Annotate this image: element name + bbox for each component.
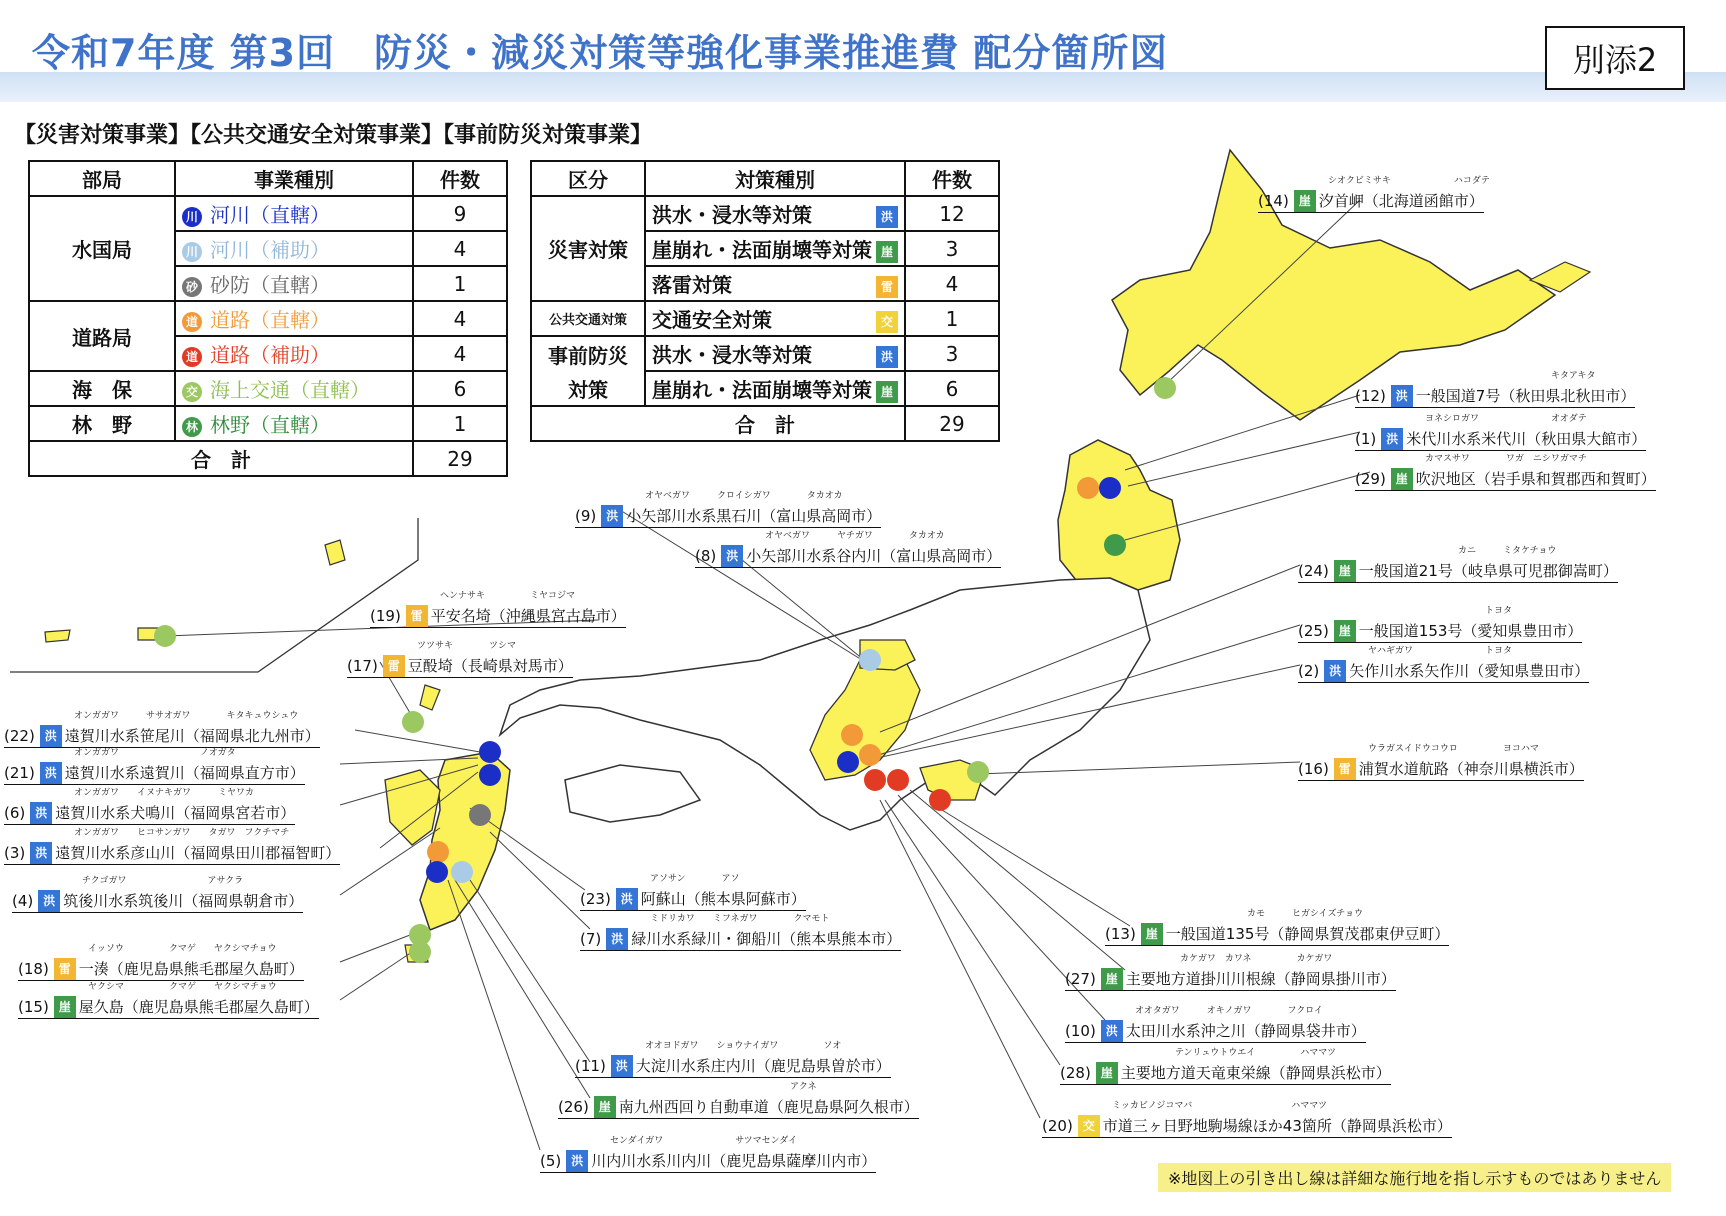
site-name: 一般国道21号（岐阜県可児郡御嵩町）: [1358, 561, 1618, 580]
site-name: 吹沢地区（岩手県和賀郡西和賀町）: [1415, 469, 1656, 488]
site-name: 筑後川水系筑後川（福岡県朝倉市）: [63, 891, 304, 910]
marker-road-shizuoka-1: [864, 769, 886, 791]
site-reading: ヘンナサキ ミヤコジマ: [440, 591, 576, 601]
count-cell: 1: [413, 266, 507, 301]
marker-river-akita: [1099, 477, 1121, 499]
bureau-cell: 道路局: [29, 301, 175, 371]
marker-forest-iwate: [1104, 534, 1126, 556]
site-label: [580, 914, 902, 950]
site-reading: カモ ヒガシイズチョウ: [1175, 909, 1364, 919]
site-name: 豆酘埼（長崎県対馬市）: [407, 656, 573, 675]
type-label: 河川（直轄）: [210, 203, 330, 227]
tsushima-shape: [420, 685, 440, 710]
site-label: [695, 531, 1002, 567]
site-number: (4): [12, 891, 34, 910]
marker-traffic-yakushima-2: [409, 941, 431, 963]
site-reading: ツツサキ ツシマ: [417, 641, 517, 651]
category-badge-icon: 崖: [1101, 968, 1123, 990]
marker-river-fukuoka-1: [479, 741, 501, 763]
count-cell: 12: [905, 196, 999, 231]
category-badge-icon: 洪: [606, 928, 628, 950]
type-label: 道路（直轄）: [210, 308, 330, 332]
count-cell: 1: [905, 301, 999, 336]
table-header: 対策種別: [645, 161, 905, 196]
marker-sabo-aso: [469, 804, 491, 826]
category-badge-icon: 崖: [54, 996, 76, 1018]
site-reading: オンガガワ ノオガタ: [74, 748, 236, 758]
category-badge-icon: 洪: [601, 505, 623, 527]
site-reading: カニ ミタケチョウ: [1368, 546, 1557, 556]
site-name: 遠賀川水系笹尾川（福岡県北九州市）: [64, 726, 320, 745]
count-cell: 1: [413, 406, 507, 441]
site-number: (25): [1298, 621, 1329, 640]
site-reading: オオタガワ オキノガワ フクロイ: [1135, 1006, 1323, 1016]
site-number: (22): [4, 726, 35, 745]
site-label: [4, 828, 341, 864]
site-number: (18): [18, 959, 49, 978]
site-name: 緑川水系緑川・御船川（熊本県熊本市）: [631, 929, 902, 948]
site-number: (28): [1060, 1063, 1091, 1082]
category-badge-icon: 洪: [40, 725, 62, 747]
marker-road-aichi: [859, 744, 881, 766]
site-name: 一般国道135号（静岡県賀茂郡東伊豆町）: [1165, 924, 1450, 943]
site-label: [4, 748, 305, 784]
site-name: 平安名埼（沖縄県宮古島市）: [430, 606, 626, 625]
type-icon: 川: [182, 207, 202, 227]
marker-road-gifu: [841, 724, 863, 746]
site-number: (10): [1065, 1021, 1096, 1040]
type-icon: 道: [182, 312, 202, 332]
table-header: 部局: [29, 161, 175, 196]
site-label: [1042, 1101, 1452, 1137]
site-reading: アクネ: [628, 1082, 817, 1092]
site-label: [1065, 1006, 1366, 1042]
measure-label: 洪水・浸水等対策: [652, 342, 812, 367]
site-label: [12, 876, 304, 912]
site-number: (27): [1065, 969, 1096, 988]
site-label: [4, 788, 296, 824]
count-cell: 4: [905, 266, 999, 301]
marker-traffic-kanagawa: [967, 761, 989, 783]
measure-label: 崖崩れ・法面崩壊等対策: [652, 377, 872, 402]
type-icon: 林: [182, 417, 202, 437]
site-name: 大淀川水系庄内川（鹿児島県曽於市）: [635, 1056, 891, 1075]
footnote: ※地図上の引き出し線は詳細な施行地を指し示すものではありません: [1158, 1163, 1671, 1192]
site-reading: カマスサワ ワガ ニシワガマチ: [1425, 454, 1587, 464]
shikoku-shape: [565, 765, 700, 822]
site-reading: オオヨドガワ ショウナイガワ ソオ: [645, 1041, 842, 1051]
count-cell: 9: [413, 196, 507, 231]
site-number: (1): [1355, 429, 1377, 448]
category-badge-icon: 雷: [406, 605, 428, 627]
bureau-cell: 林 野: [29, 406, 175, 441]
site-number: (26): [558, 1097, 589, 1116]
site-name: 遠賀川水系遠賀川（福岡県直方市）: [64, 763, 305, 782]
site-name: 小矢部川水系谷内川（富山県高岡市）: [746, 546, 1002, 565]
count-cell: 6: [413, 371, 507, 406]
section-cell: 公共交通対策: [531, 301, 645, 336]
category-badge-icon: 雷: [1334, 758, 1356, 780]
measure-label: 崖崩れ・法面崩壊等対策: [652, 237, 872, 262]
marker-river-fukuoka-2: [479, 764, 501, 786]
site-label: [540, 1136, 877, 1172]
category-badge-icon: 洪: [1101, 1020, 1123, 1042]
marker-road-shizuoka-2: [887, 769, 909, 791]
site-reading: トヨタ: [1368, 606, 1513, 616]
site-number: (3): [4, 843, 26, 862]
annex-label: 別添2: [1545, 26, 1685, 90]
measure-label: 落雷対策: [652, 272, 732, 297]
site-name: 一般国道7号（秋田県北秋田市）: [1415, 386, 1636, 405]
type-label: 道路（補助）: [210, 343, 330, 367]
site-number: (17): [347, 656, 378, 675]
site-label: [1258, 176, 1490, 212]
site-label: [1298, 606, 1583, 642]
category-badge-icon: 洪: [30, 802, 52, 824]
table-header: 事業種別: [175, 161, 413, 196]
site-reading: シオクビミサキ ハコダテ: [1328, 176, 1490, 186]
site-label: [347, 641, 573, 677]
category-badge-icon: 洪: [30, 842, 52, 864]
category-badge-icon: 洪: [38, 890, 60, 912]
table-leader-line: [10, 518, 418, 672]
type-icon: 川: [182, 242, 202, 262]
site-number: (6): [4, 803, 26, 822]
category-heading: 【災害対策事業】【公共交通安全対策事業】【事前防災対策事業】: [14, 123, 653, 148]
site-reading: ミッカビノジコマバ ハママツ: [1112, 1101, 1328, 1111]
category-badge-icon: 洪: [876, 346, 898, 368]
table-header: 件数: [413, 161, 507, 196]
site-reading: ヤクシマ クマゲ ヤクシマチョウ: [88, 982, 277, 992]
site-number: (8): [695, 546, 717, 565]
marker-road-kumamoto: [427, 841, 449, 863]
marker-traffic-okinawa: [154, 625, 176, 647]
site-number: (15): [18, 997, 49, 1016]
site-number: (16): [1298, 759, 1329, 778]
site-reading: ミドリカワ ミフネガワ クマモト: [650, 914, 830, 924]
site-label: [18, 982, 319, 1018]
site-name: 主要地方道天竜東栄線（静岡県浜松市）: [1120, 1063, 1391, 1082]
site-label: [1355, 371, 1636, 407]
site-label: [1105, 909, 1450, 945]
site-name: 阿蘇山（熊本県阿蘇市）: [640, 889, 806, 908]
site-label: [1298, 744, 1584, 780]
table-header: 区分: [531, 161, 645, 196]
site-number: (19): [370, 606, 401, 625]
site-name: 主要地方道掛川川根線（静岡県掛川市）: [1125, 969, 1396, 988]
total-count: 29: [905, 406, 999, 441]
site-label: [575, 1041, 891, 1077]
site-name: 市道三ヶ日野地駒場線ほか43箇所（静岡県浜松市）: [1102, 1116, 1452, 1135]
measure-label: 交通安全対策: [652, 307, 772, 332]
site-name: 太田川水系沖之川（静岡県袋井市）: [1125, 1021, 1366, 1040]
category-badge-icon: 雷: [54, 958, 76, 980]
site-reading: カケガワ カワネ カケガワ: [1135, 954, 1333, 964]
site-number: (5): [540, 1151, 562, 1170]
type-icon: 道: [182, 347, 202, 367]
category-badge-icon: 崖: [876, 381, 898, 403]
category-badge-icon: 崖: [1096, 1062, 1118, 1084]
type-icon: 交: [182, 382, 202, 402]
count-cell: 4: [413, 336, 507, 371]
site-number: (13): [1105, 924, 1136, 943]
category-badge-icon: 崖: [1294, 190, 1316, 212]
category-badge-icon: 崖: [1334, 620, 1356, 642]
category-badge-icon: 洪: [1324, 660, 1346, 682]
count-cell: 4: [413, 231, 507, 266]
count-cell: 3: [905, 231, 999, 266]
site-reading: テンリュウトウエイ ハママツ: [1130, 1048, 1337, 1058]
count-cell: 4: [413, 301, 507, 336]
total-label: 合 計: [29, 441, 413, 476]
site-reading: オヤベガワ クロイシガワ タカオカ: [645, 491, 843, 501]
yaeyama-shape: [45, 630, 70, 642]
marker-river-kagoshima-2: [451, 861, 473, 883]
site-reading: キタアキタ: [1425, 371, 1596, 381]
site-name: 南九州西回り自動車道（鹿児島県阿久根市）: [618, 1097, 919, 1116]
site-number: (23): [580, 889, 611, 908]
type-icon: 砂: [182, 277, 202, 297]
site-number: (7): [580, 929, 602, 948]
count-cell: 6: [905, 371, 999, 406]
count-cell: 3: [905, 336, 999, 371]
site-reading: チクゴガワ アサクラ: [82, 876, 244, 886]
marker-road-akita: [1077, 477, 1099, 499]
category-badge-icon: 洪: [1391, 385, 1413, 407]
site-number: (2): [1298, 661, 1320, 680]
site-label: [1298, 646, 1590, 682]
site-reading: オヤベガワ ヤチガワ タカオカ: [765, 531, 945, 541]
site-name: 川内川水系川内川（鹿児島県薩摩川内市）: [591, 1151, 877, 1170]
category-badge-icon: 崖: [876, 241, 898, 263]
site-number: (11): [575, 1056, 606, 1075]
site-label: [4, 711, 320, 747]
site-reading: ヨネシロガワ オオダテ: [1425, 414, 1587, 424]
site-name: 一湊（鹿児島県熊毛郡屋久島町）: [78, 959, 304, 978]
site-name: 浦賀水道航路（神奈川県横浜市）: [1358, 759, 1584, 778]
site-label: [580, 874, 806, 910]
category-badge-icon: 交: [1078, 1115, 1100, 1137]
category-badge-icon: 洪: [566, 1150, 588, 1172]
site-number: (29): [1355, 469, 1386, 488]
section-cell: 事前防災: [531, 336, 645, 371]
site-reading: ヤハギガワ トヨタ: [1368, 646, 1513, 656]
category-badge-icon: 洪: [721, 545, 743, 567]
section-cell: 災害対策: [531, 196, 645, 301]
measure-label: 洪水・浸水等対策: [652, 202, 812, 227]
type-label: 海上交通（直轄）: [210, 378, 370, 402]
site-number: (14): [1258, 191, 1289, 210]
category-badge-icon: 崖: [1141, 923, 1163, 945]
category-badge-icon: 交: [876, 311, 898, 333]
site-label: [370, 591, 626, 627]
category-badge-icon: 崖: [1391, 468, 1413, 490]
total-count: 29: [413, 441, 507, 476]
marker-river-toyama: [859, 649, 881, 671]
marker-river-kagoshima-1: [426, 861, 448, 883]
category-badge-icon: 洪: [611, 1055, 633, 1077]
type-label: 河川（補助）: [210, 238, 330, 262]
category-badge-icon: 洪: [40, 762, 62, 784]
site-name: 矢作川水系矢作川（愛知県豊田市）: [1349, 661, 1590, 680]
site-number: (12): [1355, 386, 1386, 405]
type-label: 砂防（直轄）: [210, 273, 330, 297]
site-name: 小矢部川水系黒石川（富山県高岡市）: [626, 506, 882, 525]
category-badge-icon: 崖: [1334, 560, 1356, 582]
site-reading: オンガガワ イヌナキガワ ミヤワカ: [74, 788, 255, 798]
site-label: [1298, 546, 1618, 582]
site-label: [1355, 414, 1647, 450]
marker-traffic-tsushima: [402, 711, 424, 733]
site-reading: アソサン アソ: [650, 874, 740, 884]
site-reading: ウラガスイドウコウロ ヨコハマ: [1368, 744, 1539, 754]
category-badge-icon: 洪: [876, 206, 898, 228]
site-reading: センダイガワ サツマセンダイ: [610, 1136, 798, 1146]
site-label: [1355, 454, 1656, 490]
site-number: (21): [4, 763, 35, 782]
category-badge-icon: 洪: [1381, 428, 1403, 450]
site-name: 遠賀川水系彦山川（福岡県田川郡福智町）: [55, 843, 341, 862]
site-number: (24): [1298, 561, 1329, 580]
site-name: 米代川水系米代川（秋田県大館市）: [1406, 429, 1647, 448]
category-badge-icon: 雷: [876, 276, 898, 298]
site-name: 汐首岬（北海道函館市）: [1318, 191, 1484, 210]
category-badge-icon: 崖: [594, 1096, 616, 1118]
site-label: [1065, 954, 1396, 990]
site-label: [18, 944, 304, 980]
site-name: 遠賀川水系犬鳴川（福岡県宮若市）: [55, 803, 296, 822]
okinawa-shape: [325, 540, 345, 565]
marker-river-aichi: [837, 751, 859, 773]
site-number: (9): [575, 506, 597, 525]
bureau-cell: 水国局: [29, 196, 175, 301]
site-label: [575, 491, 882, 527]
section-cell: 対策: [531, 371, 645, 406]
site-reading: オンガガワ ヒコサンガワ タガワ フクチマチ: [74, 828, 290, 838]
tohoku-shape: [1058, 440, 1180, 590]
site-label: [558, 1082, 919, 1118]
site-label: [1060, 1048, 1391, 1084]
category-badge-icon: 雷: [383, 655, 405, 677]
marker-road-shizuoka-3: [929, 789, 951, 811]
bureau-cell: 海 保: [29, 371, 175, 406]
total-label: 合 計: [531, 406, 905, 441]
site-name: 屋久島（鹿児島県熊毛郡屋久島町）: [78, 997, 319, 1016]
site-reading: オンガガワ ササオガワ キタキュウシュウ: [74, 711, 299, 721]
table-header: 件数: [905, 161, 999, 196]
marker-traffic-hokkaido: [1154, 377, 1176, 399]
site-name: 一般国道153号（愛知県豊田市）: [1358, 621, 1583, 640]
site-reading: イッソウ クマゲ ヤクシマチョウ: [88, 944, 277, 954]
site-number: (20): [1042, 1116, 1073, 1135]
type-label: 林野（直轄）: [210, 413, 330, 437]
category-badge-icon: 洪: [616, 888, 638, 910]
page-title: 令和7年度 第3回 防災・減災対策等強化事業推進費 配分箇所図: [32, 31, 1169, 75]
